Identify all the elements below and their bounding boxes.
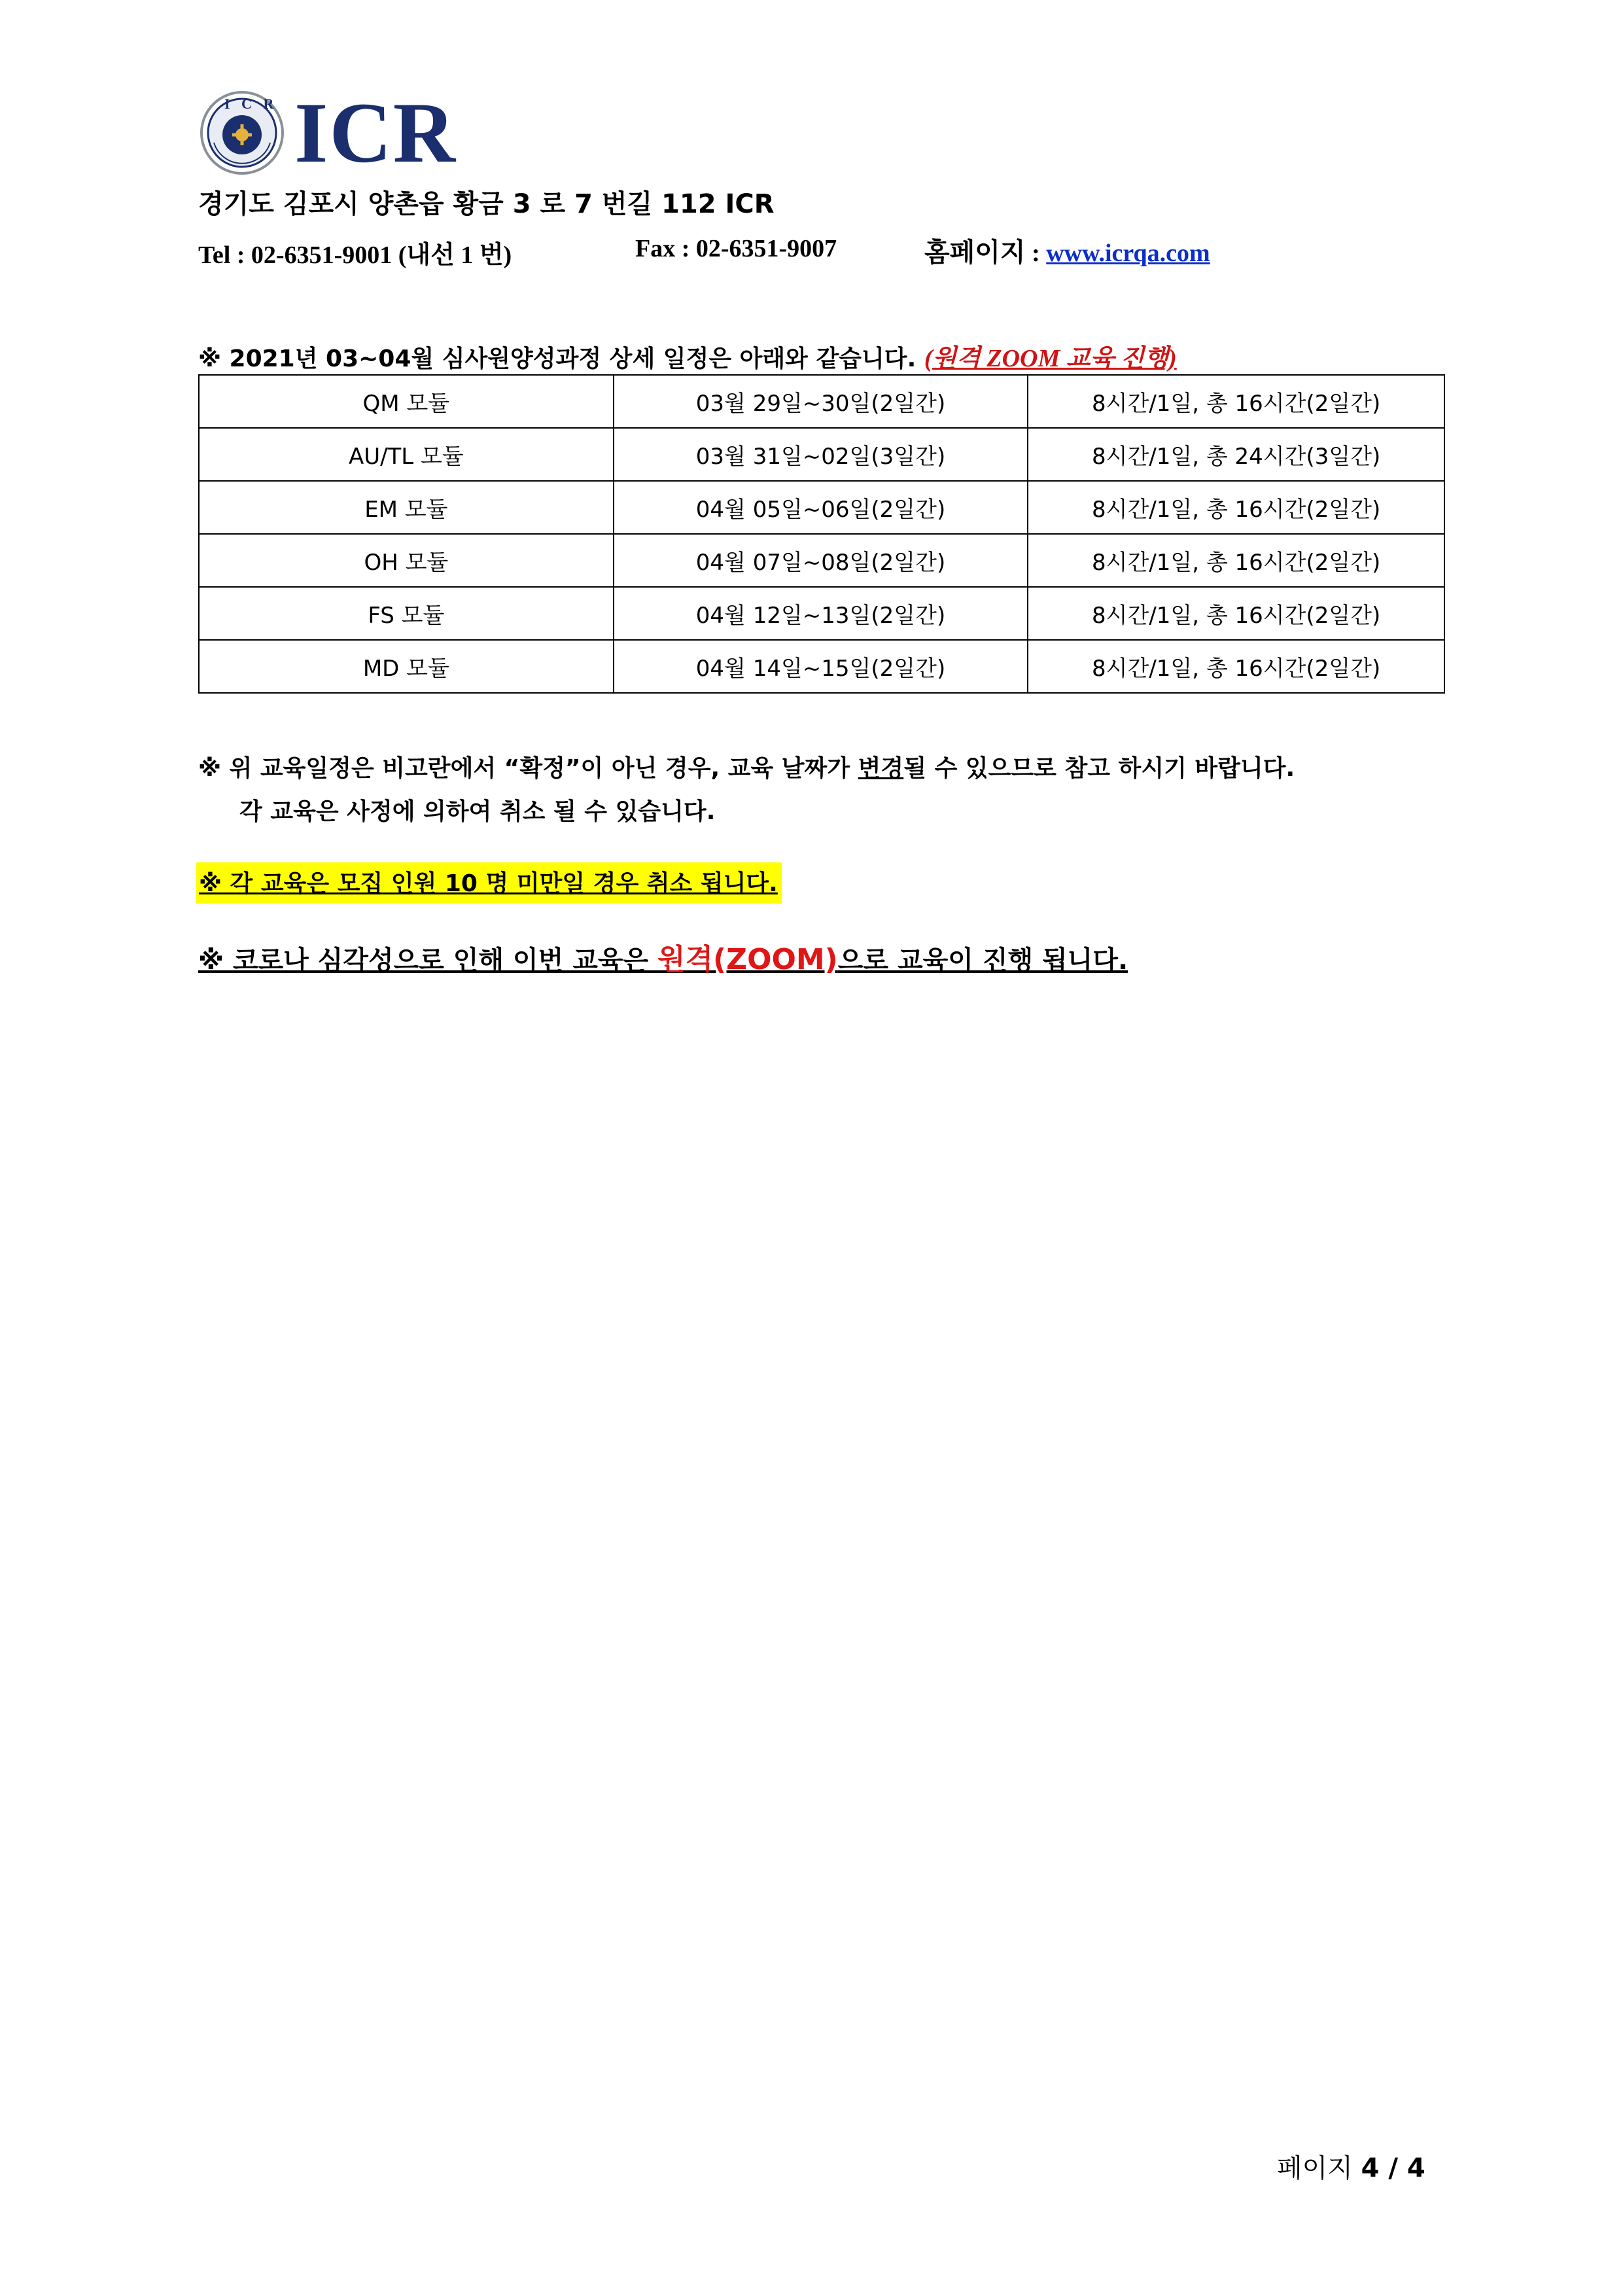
hours-cell: 8시간/1일, 총 16시간(2일간) [1028, 375, 1444, 428]
hours-cell: 8시간/1일, 총 16시간(2일간) [1028, 587, 1444, 640]
homepage-label: 홈페이지 [924, 238, 1026, 268]
homepage [924, 232, 1210, 269]
logo-wordmark: ICR [294, 84, 457, 181]
table-row [199, 375, 1444, 428]
company-logo [200, 84, 474, 181]
page-count: 4 / 4 [1361, 2153, 1425, 2183]
module-cell: MD 모듈 [199, 640, 614, 693]
dates-cell: 04월 07일~08일(2일간) [614, 534, 1028, 587]
module-cell: OH 모듈 [199, 534, 614, 587]
note1-underlined: 변경 [858, 755, 904, 782]
table-row [199, 640, 1444, 693]
intro-text: ※ 2021년 03~04월 심사원양성과정 상세 일정은 아래와 같습니다. [198, 345, 916, 372]
dates-cell: 04월 12일~13일(2일간) [614, 587, 1028, 640]
emblem-letters: I C R [224, 96, 278, 112]
schedule-intro [198, 338, 1177, 374]
hours-cell: 8시간/1일, 총 24시간(3일간) [1028, 428, 1444, 481]
hours-cell: 8시간/1일, 총 16시간(2일간) [1028, 640, 1444, 693]
remote-zoom-note: (원격 ZOOM 교육 진행) [924, 345, 1177, 372]
schedule-change-note [198, 750, 1295, 783]
module-cell: AU/TL 모듈 [199, 428, 614, 481]
dates-cell: 03월 29일~30일(2일간) [614, 375, 1028, 428]
note4-text-a: ※ 코로나 심각성으로 인해 이번 교육은 [198, 945, 658, 976]
page-label: 페이지 [1277, 2153, 1361, 2183]
cancellation-note: 각 교육은 사정에 의하여 취소 될 수 있습니다. [239, 798, 716, 825]
dates-cell: 03월 31일~02일(3일간) [614, 428, 1028, 481]
hours-cell: 8시간/1일, 총 16시간(2일간) [1028, 481, 1444, 534]
note1-text-b: 될 수 있으므로 참고 하시기 바랍니다. [903, 755, 1295, 782]
module-cell: QM 모듈 [199, 375, 614, 428]
schedule-table [198, 374, 1445, 694]
tel-number: Tel : 02-6351-9001 (내선 1 번) [198, 241, 512, 269]
contact-line [198, 234, 1310, 271]
note1-text-a: ※ 위 교육일정은 비고란에서 “확정”이 아닌 경우, 교육 날짜가 [198, 755, 858, 782]
note4-text-b: 으로 교육이 진행 됩니다. [837, 945, 1128, 976]
table-row [199, 428, 1444, 481]
remote-zoom-highlight: 원격(ZOOM) [657, 943, 838, 976]
company-address: 경기도 김포시 양촌읍 황금 3 로 7 번길 112 ICR [198, 189, 775, 219]
table-row [199, 534, 1444, 587]
table-row [199, 587, 1444, 640]
homepage-separator: : [1025, 239, 1047, 267]
module-cell: FS 모듈 [199, 587, 614, 640]
fax-number: Fax : 02-6351-9007 [635, 235, 837, 262]
dates-cell: 04월 14일~15일(2일간) [614, 640, 1028, 693]
hours-cell: 8시간/1일, 총 16시간(2일간) [1028, 534, 1444, 587]
homepage-link[interactable]: www.icrqa.com [1046, 239, 1210, 267]
covid-remote-note [198, 936, 1128, 978]
page-number [1277, 2147, 1425, 2185]
minimum-enrollment-note: ※ 각 교육은 모집 인원 10 명 미만일 경우 취소 됩니다. [196, 862, 782, 904]
module-cell: EM 모듈 [199, 481, 614, 534]
dates-cell: 04월 05일~06일(2일간) [614, 481, 1028, 534]
table-row [199, 481, 1444, 534]
